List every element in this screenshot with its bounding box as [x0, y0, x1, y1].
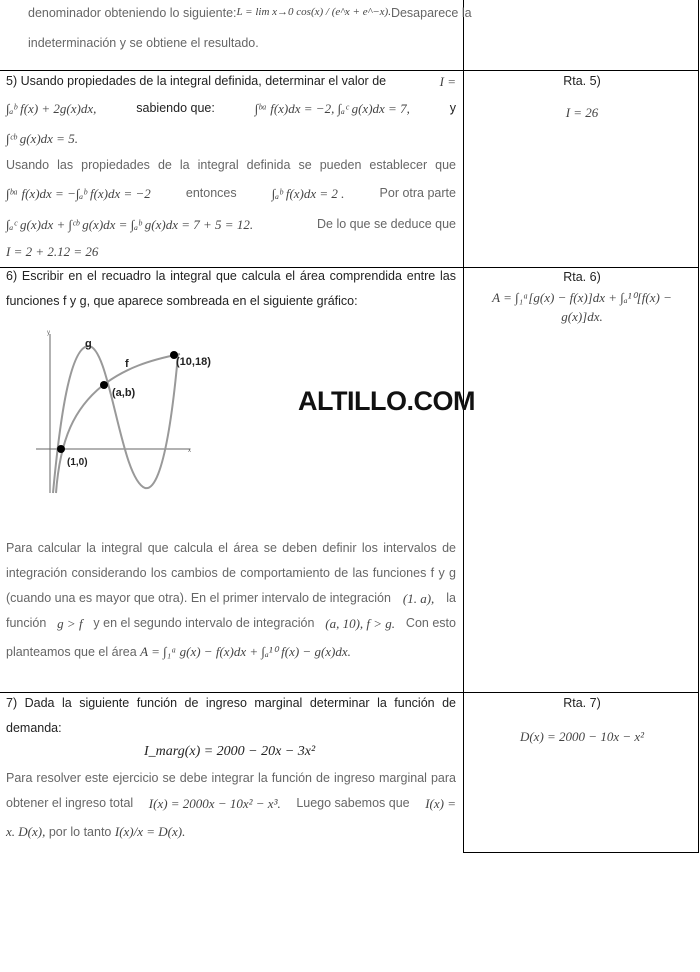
- label-f: f: [125, 358, 129, 370]
- q5-statement-line-2: ∫ₐᵇ f(x) + 2g(x)dx, sabiendo que: ∫ᵇᵃ f(x)dx = −2, ∫ₐᶜ g(x)dx = 7, y: [6, 101, 456, 116]
- q6-answer-title: Rta. 6): [563, 270, 601, 284]
- point-1-0-label: (1,0): [67, 457, 88, 468]
- q7-answer-title: Rta. 7): [563, 696, 601, 710]
- q5-solution-line-3: ∫ₐᶜ g(x)dx + ∫ᶜᵇ g(x)dx = ∫ₐᵇ g(x)dx = 7 + 5 = 12. De lo que se deduce que: [6, 217, 456, 232]
- q5-statement-line-1: 5) Usando propiedades de la integral definida, determinar el valor de I =: [6, 74, 456, 89]
- curve-g: [53, 346, 178, 493]
- q5-solution-line-2: ∫ᵇᵃ f(x)dx = −∫ₐᵇ f(x)dx = −2 entonces ∫ₐᵇ f(x)dx = 2 . Por otra parte: [6, 186, 456, 201]
- top-line-2: indeterminación y se obtiene el resultado.: [28, 36, 259, 50]
- q6-answer-line-2: g(x)]dx.: [561, 309, 603, 324]
- top-line-1: denominador obteniendo lo siguiente: L = lim x→0 cos(x) / (e^x + e^−x). Desaparece la: [28, 6, 472, 20]
- q6-answer-line-1: A = ∫₁ᵃ[g(x) − f(x)]dx + ∫ₐ¹⁰[f(x) −: [492, 290, 672, 305]
- q5-solution-line-4: I = 2 + 2.12 = 26: [6, 244, 99, 259]
- q5-statement-line-3: ∫ᶜᵇ g(x)dx = 5.: [6, 131, 78, 146]
- q6-solution-line-4: función g > f y en el segundo intervalo de integración (a, 10), f > g. Con esto: [6, 616, 456, 631]
- row-divider-3: [0, 692, 699, 693]
- right-column-right-border: [698, 0, 699, 853]
- q7-solution-line-3: x. D(x), por lo tanto I(x)/x = D(x).: [6, 824, 186, 839]
- q5-answer-title: Rta. 5): [563, 74, 601, 88]
- right-column-left-border: [463, 0, 464, 853]
- q5-solution-line-1: Usando las propiedades de la integral definida se pueden establecer que: [6, 158, 456, 172]
- x-axis-label: x: [188, 448, 191, 454]
- q7-formula: I_marg(x) = 2000 − 20x − 3x²: [144, 744, 316, 759]
- q6-solution-line-3: (cuando una es mayor que otra). En el primer intervalo de integración (1. a), la: [6, 591, 456, 606]
- q7-solution-line-2: obtener el ingreso total I(x) = 2000x − 10x² − x³. Luego sabemos que I(x) =: [6, 796, 456, 811]
- row-divider-2: [0, 267, 699, 268]
- q6-solution-line-2: integración considerando los cambios de comportamiento de las funciones f y g: [6, 566, 456, 580]
- point-a-b-label: (a,b): [112, 387, 136, 399]
- point-1-0-marker: [57, 445, 65, 453]
- row-divider-1: [0, 70, 699, 71]
- q6-solution-line-5: planteamos que el área A = ∫₁ᵃ g(x) − f(x)dx + ∫ₐ¹⁰ f(x) − g(x)dx.: [6, 644, 351, 659]
- point-10-18-label: (10,18): [176, 356, 211, 368]
- q6-statement-line-2: funciones f y g, que aparece sombreada en el siguiente gráfico:: [6, 294, 358, 308]
- row-divider-4: [463, 852, 699, 853]
- q7-solution-line-1: Para resolver este ejercicio se debe integrar la función de ingreso marginal para: [6, 771, 456, 785]
- q5-answer-value: I = 26: [565, 105, 599, 120]
- q7-statement-line-2: demanda:: [6, 721, 62, 735]
- q7-answer-value: D(x) = 2000 − 10x − x²: [519, 729, 645, 744]
- q7-statement-line-1: 7) Dada la siguiente función de ingreso marginal determinar la función de: [6, 696, 456, 710]
- q6-solution-line-1: Para calcular la integral que calcula el área se deben definir los intervalos de: [6, 541, 456, 555]
- shaded-area-graph: [30, 328, 211, 496]
- y-axis-label: y: [47, 330, 50, 336]
- altillo-watermark: ALTILLO.COM: [298, 386, 475, 416]
- label-g: g: [85, 338, 92, 350]
- q6-statement-line-1: 6) Escribir en el recuadro la integral que calcula el área comprendida entre las: [6, 269, 456, 283]
- point-a-b-marker: [100, 381, 108, 389]
